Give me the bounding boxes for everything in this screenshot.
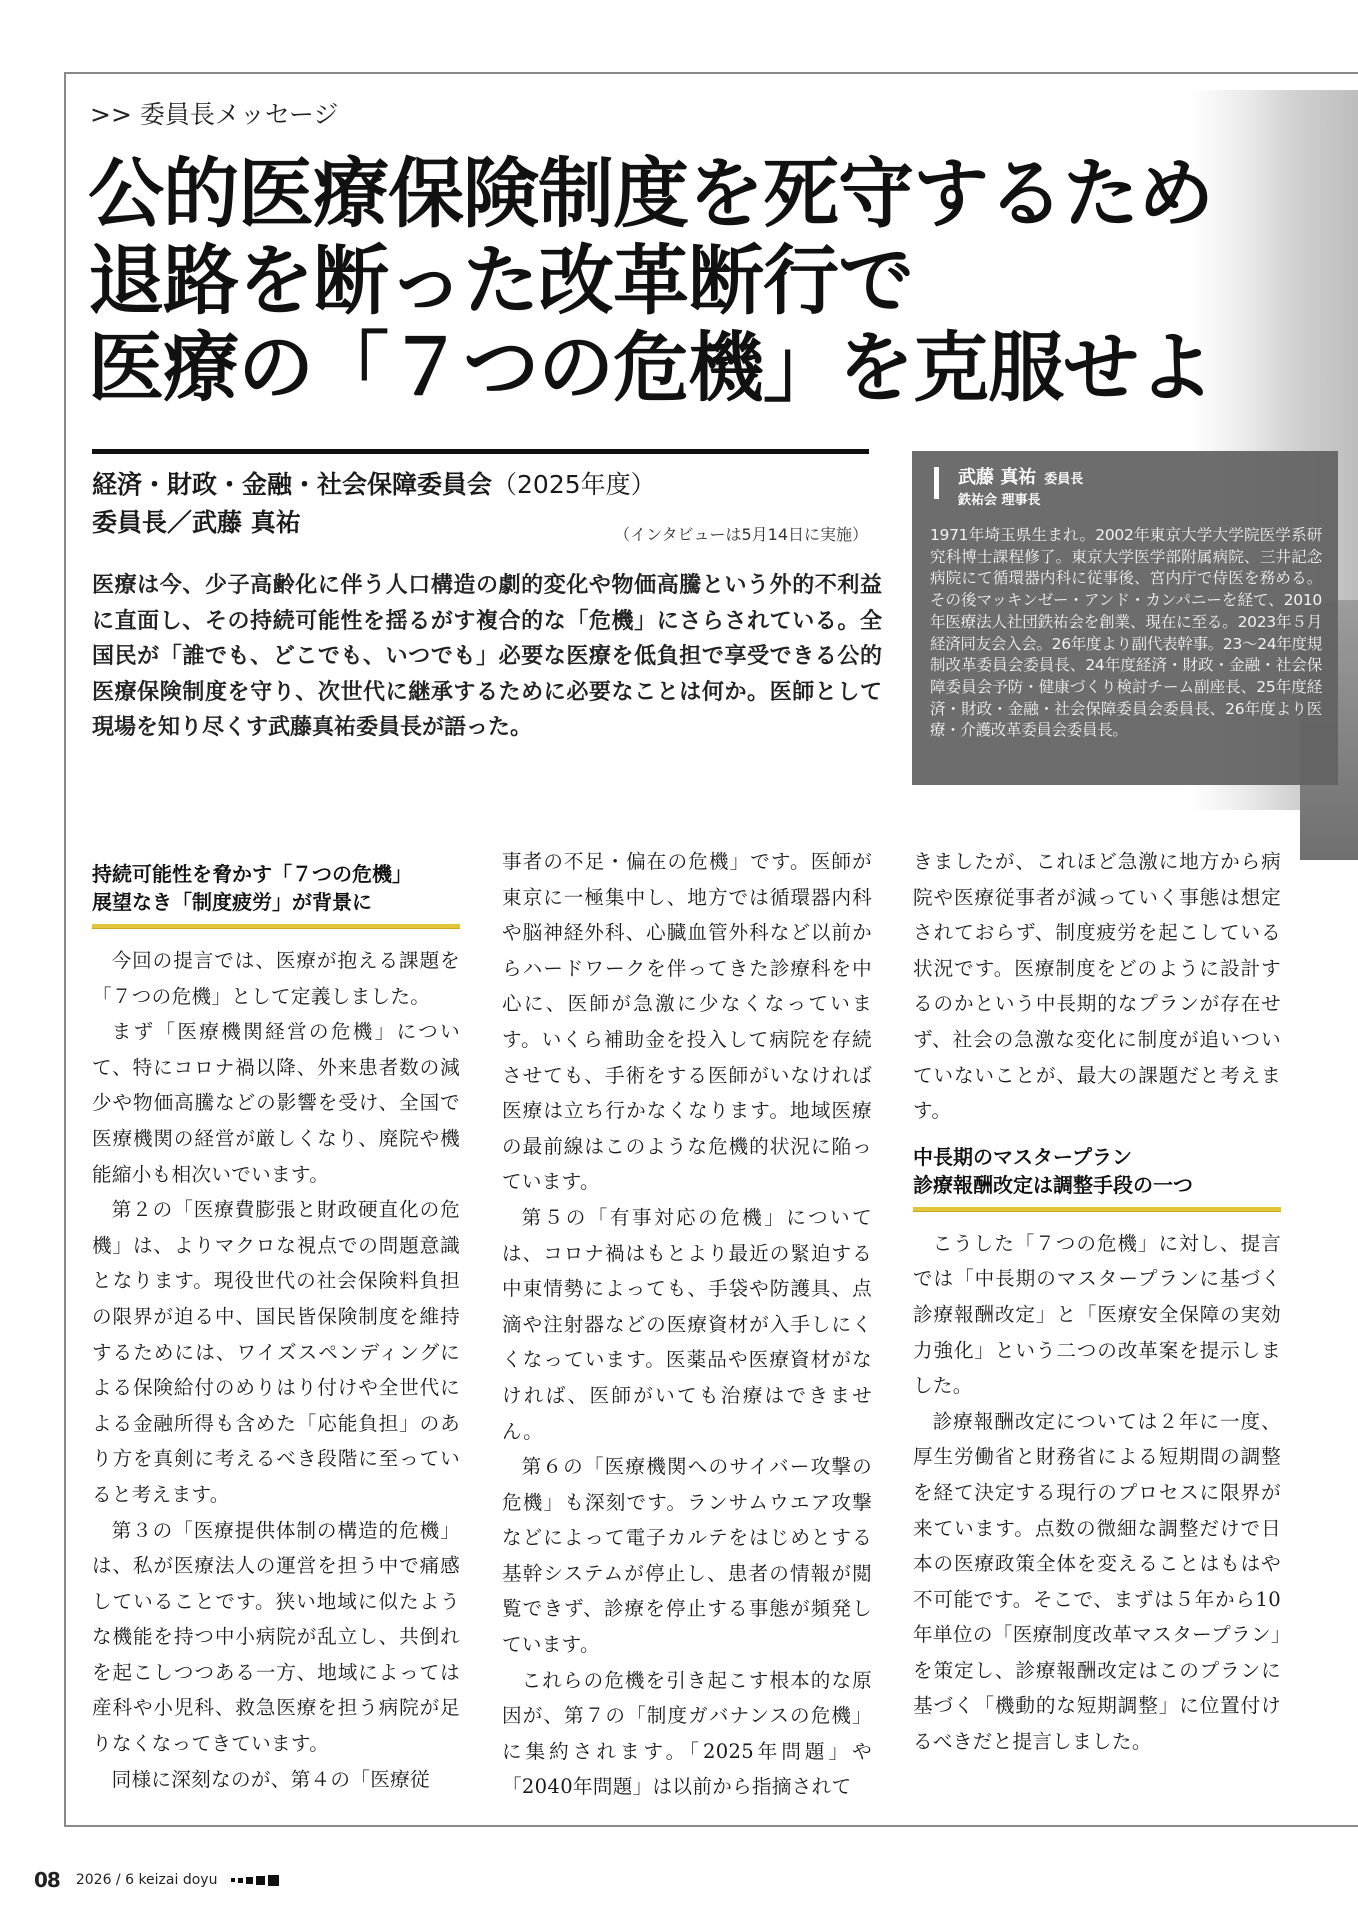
- frame-bottom-line: [64, 1825, 1358, 1827]
- profile-bio: 1971年埼玉県生まれ。2002年東京大学大学院医学系研究科博士課程修了。東京大学医学部附属病院、三井記念病院にて循環器内科に従事後、宮内庁で侍医を務める。その後マッキンゼー・アンド・カンパニーを経て、2010年医療法人社団鉄祐会を創業、現在に至る。2023年５月経済同友会入会。26年度より副代表幹事。23～24年度規制改革委員会委員長、24年度経済・財政・金融・社会保障委員会予防・健康づくり検討チーム副座長、25年度経済・財政・金融・社会保障委員会委員長、26年度より医療・介護改革委員会委員長。: [930, 526, 1322, 740]
- page-footer: [34, 1868, 279, 1892]
- title-line-1: 公的医療保険制度を死守するため: [88, 149, 1213, 238]
- profile-name-text: 武藤 真祐: [958, 467, 1037, 488]
- section-heading-1-line-2: 展望なき「制度疲労」が背景に: [92, 890, 372, 914]
- footer-dots-icon: [231, 1875, 279, 1886]
- body-paragraph: 同様に深刻なのが、第４の「医療従: [111, 1767, 430, 1791]
- issue-label: 2026 / 6 keizai doyu: [75, 1872, 218, 1888]
- title-line-2: 退路を断った改革断行で: [88, 236, 913, 325]
- committee-year: （2025年度）: [492, 470, 656, 499]
- frame-corner: [64, 72, 80, 88]
- title-line-3: 医療の「７つの危機」を克服せよ: [88, 323, 1213, 412]
- body-paragraph: 診療報酬改定については２年に一度、厚生労働省と財務省による短期間の調整を経て決定する現行のプロセスに限界が来ています。点数の微細な調整だけで日本の医療政策全体を変えることはもはや不可能です。そこで、まずは５年から10年単位の「医療制度改革マスタープラン」を策定し、診療報酬改定はこのプランに基づく「機動的な短期調整」に位置付けるべきだと提言しました。: [913, 1409, 1281, 1754]
- frame-top-line: [80, 72, 1358, 74]
- lead-paragraph: [92, 568, 882, 746]
- section-heading-2: [913, 1143, 1281, 1199]
- section-heading-rule: [92, 924, 460, 929]
- frame-left-line: [64, 88, 66, 1826]
- interview-note: （インタビューは5月14日に実施）: [614, 525, 868, 544]
- section-kicker: >> 委員長メッセージ: [90, 100, 339, 129]
- section-heading-2-line-2: 診療報酬改定は調整手段の一つ: [913, 1172, 1193, 1197]
- body-paragraph: これらの危機を引き起こす根本的な原因が、第７の「制度ガバナンスの危機」に集約されます。「2025年問題」や「2040年問題」は以前から指摘されて: [502, 1668, 872, 1799]
- body-column-3: [913, 844, 1281, 1760]
- body-paragraph: 第５の「有事対応の危機」については、コロナ禍はもとより最近の緊迫する中東情勢によっても、手袋や防護具、点滴や注射器などの医療資材が入手しにくくなっています。医薬品や医療資材がなければ、医師がいても治療はできません。: [502, 1205, 872, 1443]
- body-paragraph: 事者の不足・偏在の危機」です。医師が東京に一極集中し、地方では循環器内科や脳神経外科、心臓血管外科など以前からハードワークを伴ってきた診療科を中心に、医師が急激に少なくなっています。いくら補助金を投入して病院を存続させても、手術をする医師がいなければ医療は立ち行かなくなります。地域医療の最前線はこのような危機的状況に陥っています。: [502, 850, 872, 1194]
- profile-name-title: 委員長: [1044, 472, 1084, 487]
- section-heading-rule: [913, 1207, 1281, 1212]
- committee-name: [92, 465, 656, 501]
- body-paragraph: 第６の「医療機関へのサイバー攻撃の危機」も深刻です。ランサムウエア攻撃などによって電子カルテをはじめとする基幹システムが停止し、患者の情報が閲覧できず、診療を停止する事態が頻発しています。: [502, 1455, 872, 1657]
- title-rule: [92, 449, 869, 454]
- section-heading-1: [92, 860, 460, 916]
- article-title: [88, 150, 1213, 411]
- profile-name: [958, 463, 1083, 489]
- section-heading-1-line-1: 持続可能性を脅かす「７つの危機」: [92, 862, 412, 886]
- profile-bar: [934, 467, 939, 499]
- body-paragraph: こうした「７つの危機」に対し、提言では「中長期のマスタープランに基づく診療報酬改定」と「医療安全保障の実効力強化」という二つの改革案を提示しました。: [913, 1231, 1281, 1398]
- body-column-2: [502, 844, 872, 1805]
- section-heading-2-line-1: 中長期のマスタープラン: [913, 1144, 1132, 1169]
- lead-text: 医療は今、少子高齢化に伴う人口構造の劇的変化や物価高騰という外的不利益に直面し、その持続可能性を揺るがす複合的な「危機」にさらされている。全国民が「誰でも、どこでも、いつでも」必要な医療を低負担で享受できる公的医療保険制度を守り、次世代に継承するために必要なことは何か。医師として現場を知り尽くす武藤真祐委員長が語った。: [92, 573, 882, 741]
- body-paragraph: 第３の「医療提供体制の構造的危機」は、私が医療法人の運営を担う中で痛感していることです。狭い地域に似たような機能を持つ中小病院が乱立し、共倒れを起こしつつある一方、地域によっては産科や小児科、救急医療を担う病院が足りなくなってきています。: [92, 1518, 460, 1756]
- page-number: 08: [34, 1868, 60, 1892]
- profile-box: [912, 451, 1338, 785]
- body-column-1: [92, 860, 460, 1797]
- body-paragraph: きましたが、これほど急激に地方から病院や医療従事者が減っていく事態は想定されておらず、制度疲労を起こしている状況です。医療制度をどのように設計するのかという中長期的なプランが存在せず、社会の急激な変化に制度が追いついていないことが、最大の課題だと考えます。: [913, 850, 1281, 1123]
- profile-org: 鉄祐会 理事長: [958, 493, 1041, 508]
- committee-label: 経済・財政・金融・社会保障委員会: [92, 470, 493, 499]
- body-paragraph: 第２の「医療費膨張と財政硬直化の危機」は、よりマクロな視点での問題意識となります。現役世代の社会保険料負担の限界が迫る中、国民皆保険制度を維持するためには、ワイズスペンディングによる保険給付のめりはり付けや全世代による金融所得も含めた「応能負担」のあり方を真剣に考えるべき段階に至っていると考えます。: [92, 1198, 460, 1506]
- body-paragraph: まず「医療機関経営の危機」について、特にコロナ禍以降、外来患者数の減少や物価高騰などの影響を受け、全国で医療機関の経営が厳しくなり、廃院や機能縮小も相次いでいます。: [92, 1020, 460, 1186]
- body-paragraph: 今回の提言では、医療が抱える課題を「７つの危機」として定義しました。: [92, 949, 460, 1008]
- chair-name: 委員長／武藤 真祐: [92, 508, 301, 537]
